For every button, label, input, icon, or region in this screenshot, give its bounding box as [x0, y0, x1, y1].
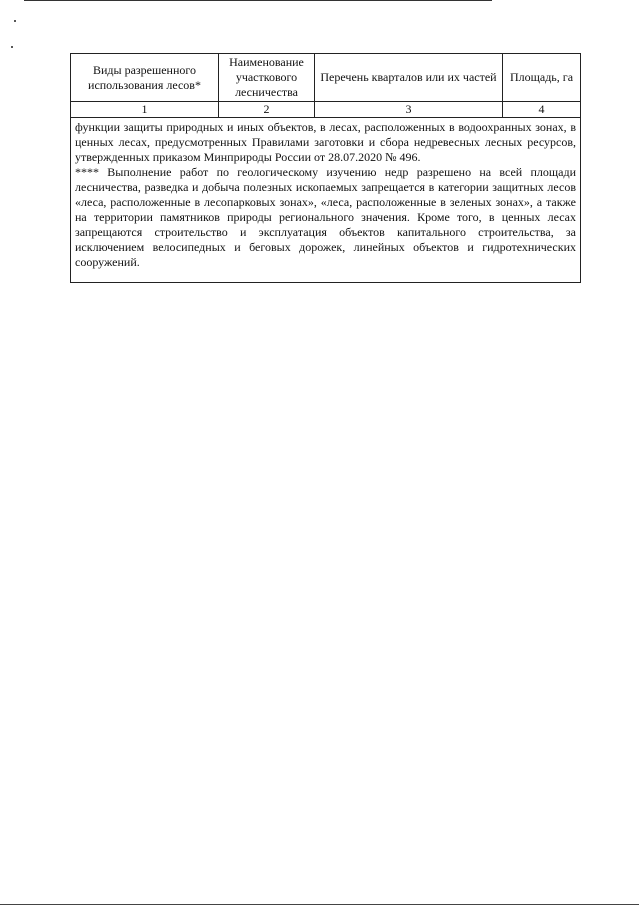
header-forest-use-types: Виды разрешенного использования лесов* [71, 54, 219, 102]
scan-speck [11, 46, 13, 48]
column-number-1: 1 [71, 102, 219, 118]
header-area-ha: Площадь, га [503, 54, 581, 102]
column-number-3: 3 [315, 102, 503, 118]
header-district-forestry-name: Наименование участкового лесничества [219, 54, 315, 102]
forest-use-table [70, 53, 581, 283]
column-number-4: 4 [503, 102, 581, 118]
scan-speck [14, 20, 16, 22]
notes-cell [71, 118, 581, 283]
column-number-2: 2 [219, 102, 315, 118]
table-header-row [71, 54, 581, 102]
footnote-4: **** Выполнение работ по геологическому изучению недр разрешено на всей площади лесничества, разведка и добыча полезных ископаемых запрещается в категории защитных лесов «леса, расположенные в лесопарковых зонах», «леса, расположенные в зеленых зонах», а также на территории памятников природы регионального значения. Кроме того, в ценных лесах запрещаются строительство и эксплуатация объектов капитального строительства, за исключением велосипедных и беговых дорожек, линейных объектов и гидротехнических сооружений. [75, 165, 576, 269]
column-number-row [71, 102, 581, 118]
footnote-continuation: функции защиты природных и иных объектов, в лесах, расположенных в водоохранных зонах, в ценных лесах, предусмотренных Правилами заготовки и сбора недревесных лесных ресурсов, утвержденных приказом Минприроды России от 28.07.2020 № 496. [75, 120, 576, 164]
page-top-edge-line [24, 0, 492, 1]
header-quarters-list: Перечень кварталов или их частей [315, 54, 503, 102]
notes-row [71, 118, 581, 283]
